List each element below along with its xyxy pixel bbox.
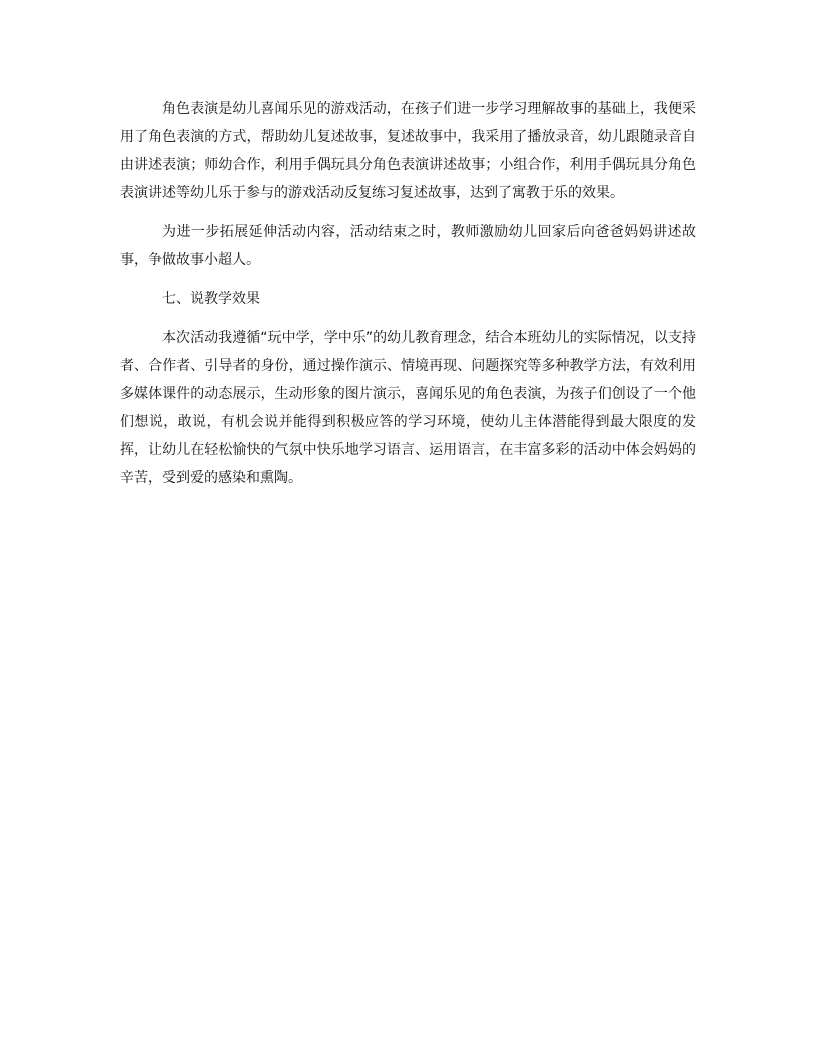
document-body	[120, 95, 696, 503]
paragraph-extension: 为进一步拓展延伸活动内容，活动结束之时，教师激励幼儿回家后向爸爸妈妈讲述故事，争做故事小超人。	[120, 224, 696, 268]
paragraph-teaching-effect: 本次活动我遵循“玩中学，学中乐”的幼儿教育理念，结合本班幼儿的实际情况，以支持者、合作者、引导者的身份，通过操作演示、情境再现、问题探究等多种教学方法，有效利用多媒体课件的动态展示，生动形象的图片演示，喜闻乐见的角色表演，为孩子们创设了一个他们想说，敢说，有机会说并能得到积极应答的学习环境，使幼儿主体潜能得到最大限度的发挥，让幼儿在轻松愉快的气氛中快乐地学习语言、运用语言，在丰富多彩的活动中体会妈妈的辛苦，受到爱的感染和熏陶。	[120, 330, 696, 486]
paragraph-role-play: 角色表演是幼儿喜闻乐见的游戏活动，在孩子们进一步学习理解故事的基础上，我便采用了角色表演的方式，帮助幼儿复述故事，复述故事中，我采用了播放录音，幼儿跟随录音自由讲述表演；师幼合作，利用手偶玩具分角色表演讲述故事；小组合作，利用手偶玩具分角色表演讲述等幼儿乐于参与的游戏活动反复练习复述故事，达到了寓教于乐的效果。	[120, 101, 696, 201]
section-heading: 七、说教学效果	[162, 291, 260, 307]
